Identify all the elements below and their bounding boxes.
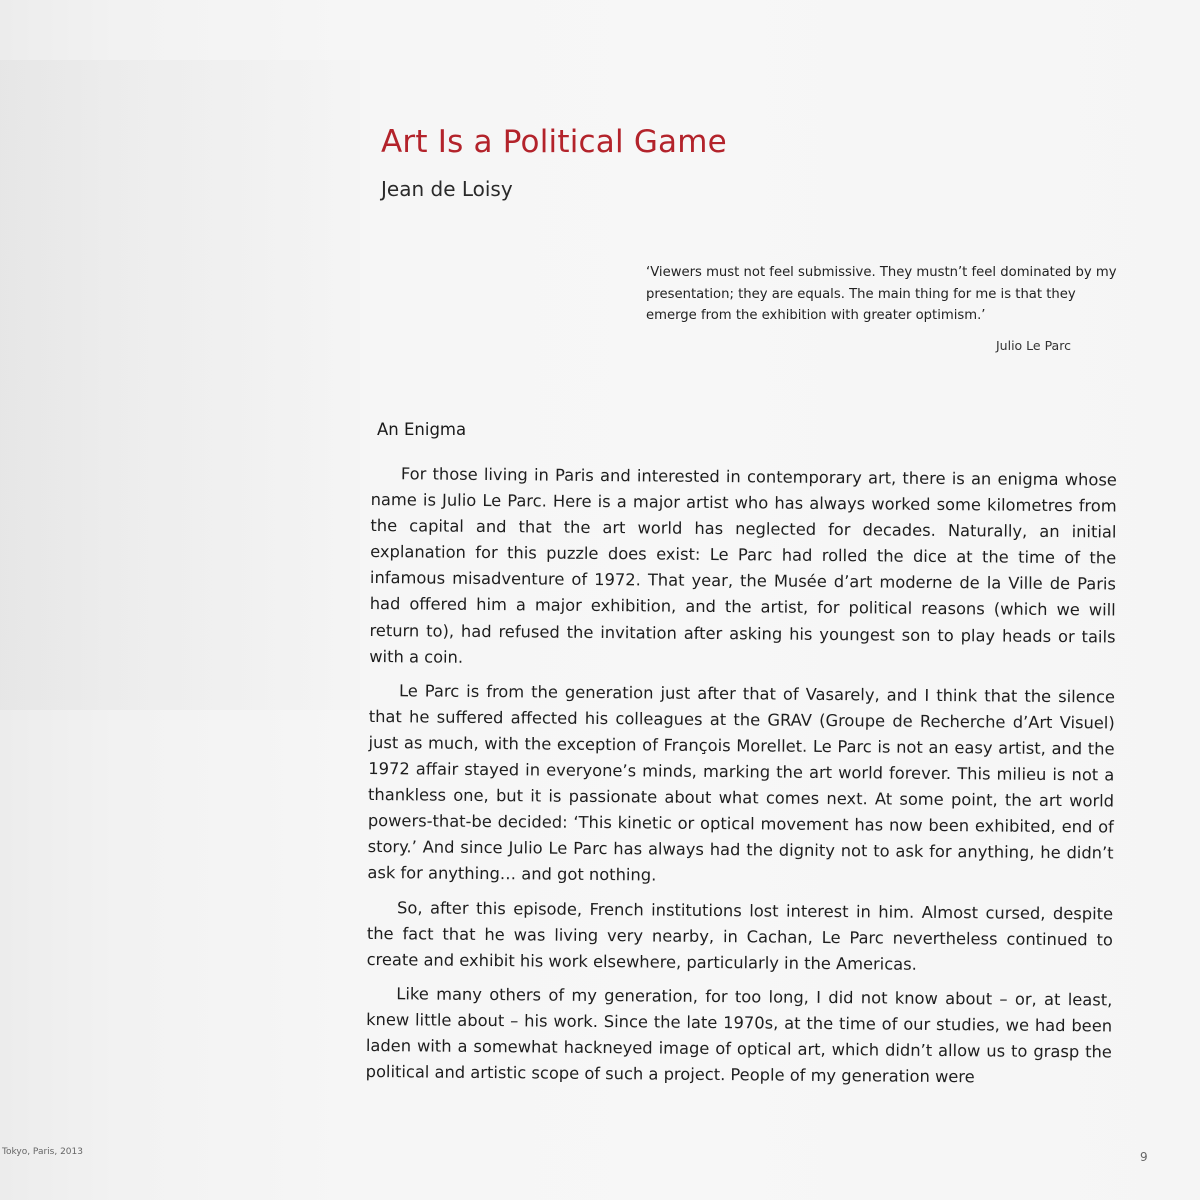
body-paragraph: Le Parc is from the generation just after that of Vasarely, and I think that the silence that he suffered affected his colleagues at the GRAV (Groupe de Recherche d’Art Visuel) just as much, with the exception of François Morellet. Le Parc is not an easy artist, and the 1972 affair stayed in everyone’s minds, marking the art world forever. This milieu is not a thankless one, but it is passionate about what comes next. At some point, the art world powers-that-be decided: ‘This kinetic or optical movement has now been exhibited, end of story.’ And since Julio Le Parc has always had the dignity not to ask for anything, he didn’t ask for anything… and got nothing. <box>367 681 1116 885</box>
article-author: Jean de Loisy <box>381 177 513 201</box>
footer-caption: Tokyo, Paris, 2013 <box>2 1147 83 1157</box>
epigraph-source: Julio Le Parc <box>996 338 1071 353</box>
article-title: Art Is a Political Game <box>381 124 727 160</box>
page-number: 9 <box>1140 1150 1148 1164</box>
epigraph-quote: ‘Viewers must not feel submissive. They mustn’t feel dominated by my presentation; they are equals. The main thing for me is that they emerge from the exhibition with greater optimism.’ <box>646 265 1117 323</box>
body-paragraph: So, after this episode, French institutions lost interest in him. Almost cursed, despite the fact that he was living very nearby, in Cachan, Le Parc nevertheless continued to create and exhibit his work elsewhere, particularly in the Americas. <box>366 897 1114 974</box>
body-paragraph: Like many others of my generation, for too long, I did not know about – or, at least, knew little about – his work. Since the late 1970s, at the time of our studies, we had been laden with a somewhat hackneyed image of optical art, which didn’t allow us to grasp the political and artistic scope of such a project. People of my generation were <box>365 984 1113 1087</box>
facing-page-shadow <box>0 60 360 710</box>
body-paragraph: For those living in Paris and interested in contemporary art, there is an enigma whose name is Julio Le Parc. Here is a major artist who has always worked some kilometres from the capital and that the art world has neglected for decades. Naturally, an initial explanation for this puzzle does exist: Le Parc had rolled the dice at the time of the infamous misadventure of 1972. That year, the Musée d’art moderne de la Ville de Paris had offered him a major exhibition, and the artist, for political reasons (which we will return to), had refused the invitation after asking his youngest son to play heads or tails with a coin. <box>369 464 1117 667</box>
section-heading: An Enigma <box>377 420 467 439</box>
body-text <box>365 461 1116 1100</box>
